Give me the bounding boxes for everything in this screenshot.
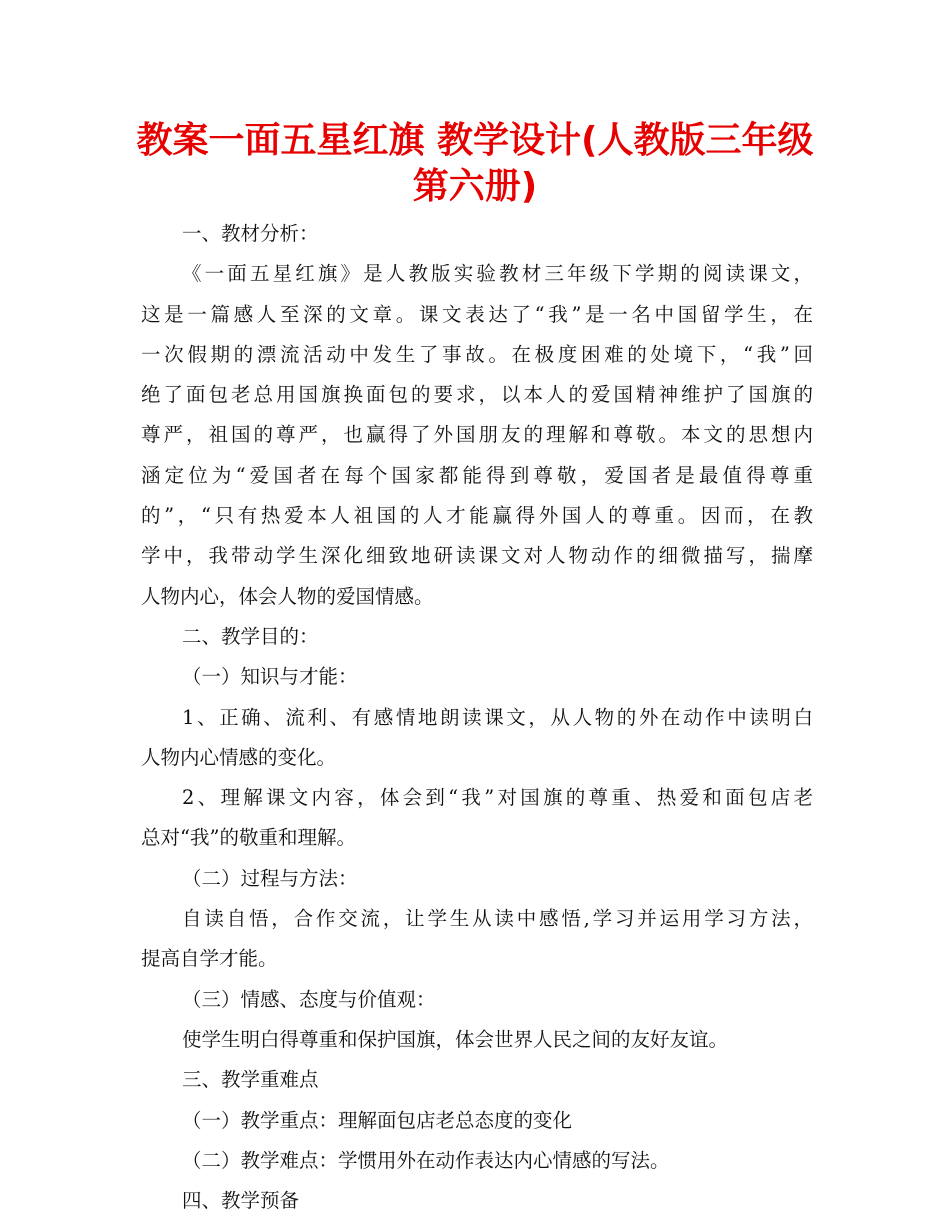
text-line: （一）教学重点：理解面包店老总态度的变化 [182, 1108, 573, 1132]
text-line: 使学生明白得尊重和保护国旗，体会世界人民之间的友好友谊。 [182, 1027, 729, 1051]
text-line: 人物内心，体会人物的爱国情感。 [141, 584, 434, 608]
text-line: 自读自悟，合作交流，让学生从读中感悟,学习并运用学习方法， [182, 907, 813, 931]
text-line: 总对“我”的敬重和理解。 [141, 826, 356, 850]
text-line: 2、理解课文内容，体会到“我”对国旗的尊重、热爱和面包店老 [182, 786, 813, 810]
text-line: 《一面五星红旗》是人教版实验教材三年级下学期的阅读课文， [182, 262, 813, 286]
text-line: 这是一篇感人至深的文章。课文表达了“我”是一名中国留学生，在 [141, 302, 813, 326]
text-line: （三）情感、态度与价值观： [182, 987, 436, 1011]
text-line: 涵定位为“爱国者在每个国家都能得到尊敬，爱国者是最值得尊重 [141, 463, 813, 487]
text-line: 一、教材分析： [182, 222, 319, 245]
text-line: 尊严，祖国的尊严，也赢得了外国朋友的理解和尊敬。本文的思想内 [141, 423, 813, 447]
text-line: （一）知识与才能： [182, 665, 358, 689]
text-line: 1、正确、流利、有感情地朗读课文，从人物的外在动作中读明白 [182, 705, 813, 729]
text-line: （二）教学难点：学惯用外在动作表达内心情感的写法。 [182, 1148, 670, 1172]
document-title [120, 118, 830, 210]
text-line: 一次假期的漂流活动中发生了事故。在极度困难的处境下，“我”回 [141, 342, 813, 366]
text-line: 三、教学重难点 [182, 1068, 319, 1092]
text-line: 的”，“只有热爱本人祖国的人才能赢得外国人的尊重。因而，在教 [141, 504, 813, 528]
text-line: 学中，我带动学生深化细致地研读课文对人物动作的细微描写，揣摩 [141, 544, 813, 568]
document-body [141, 214, 813, 1221]
text-line: 绝了面包老总用国旗换面包的要求，以本人的爱国精神维护了国旗的 [141, 383, 813, 407]
text-line: （二）过程与方法： [182, 866, 358, 890]
text-line: 二、教学目的： [182, 624, 319, 648]
text-line: 提高自学才能。 [141, 947, 278, 971]
text-line: 四、教学预备 [182, 1189, 300, 1213]
text-line: 人物内心情感的变化。 [141, 745, 337, 769]
title-line-1: 教案一面五星红旗 教学设计(人教版三年级 [136, 120, 814, 161]
title-line-2: 第六册) [412, 166, 538, 207]
